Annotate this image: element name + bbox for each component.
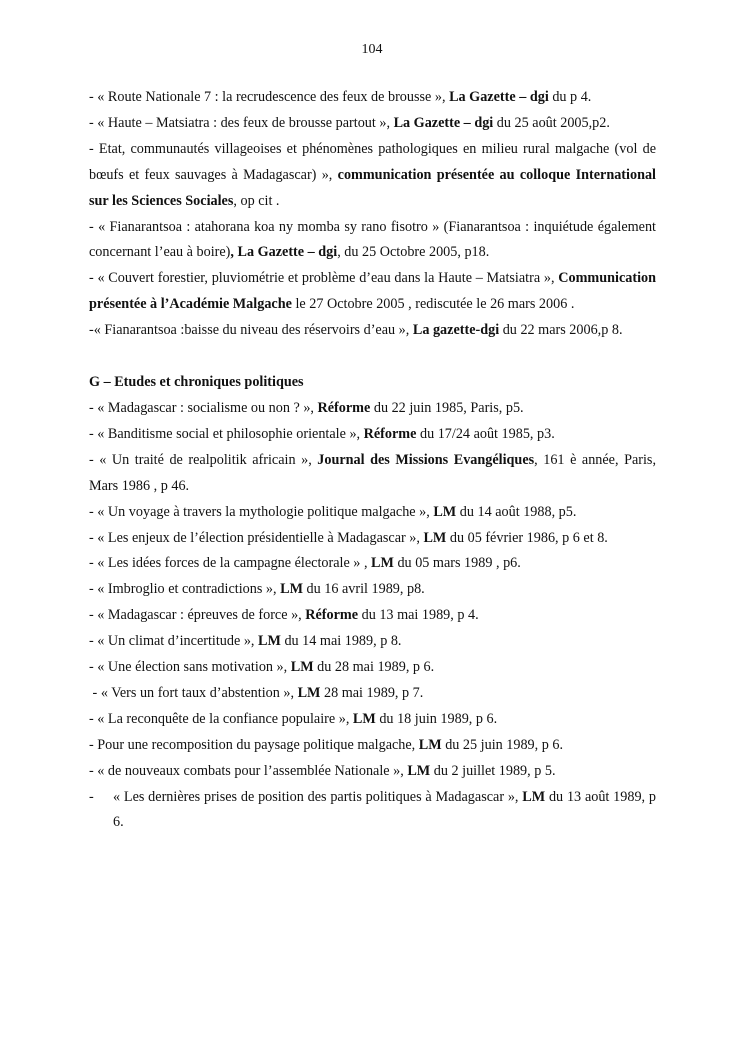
entry-text: - Pour une recomposition du paysage politique malgache, <box>89 736 419 753</box>
entry-text: - « Vers un fort taux d’abstention », <box>89 684 298 701</box>
entry-details: du 05 février 1986, p 6 et 8. <box>446 529 608 546</box>
entry-details: du 13 mai 1989, p 4. <box>358 607 479 624</box>
entry-source: Réforme <box>317 399 371 416</box>
bibliography-entry <box>89 733 656 759</box>
entry-details: du 14 août 1988, p5. <box>456 503 577 520</box>
bibliography-entry <box>89 500 656 526</box>
entry-source: LM <box>352 710 376 727</box>
list-dash: - <box>89 788 94 805</box>
entry-source: communication présentée au colloque International sur les Sciences Sociales <box>89 166 656 209</box>
bibliography-entry <box>89 448 656 500</box>
entry-details: du 13 août 1989, p 6. <box>113 788 656 831</box>
entry-source: LM <box>423 529 447 546</box>
bibliography-entry <box>89 266 656 318</box>
entry-text: - Etat, communautés villageoises et phénomènes pathologiques en milieu rural malgache (vol de bœufs et feux sauvages à Madagascar) », <box>89 140 656 183</box>
entry-text: - « Route Nationale 7 : la recrudescence des feux de brousse », <box>89 89 450 105</box>
bibliography-entry <box>89 318 656 344</box>
entry-details: du 2 juillet 1989, p 5. <box>430 762 556 779</box>
bibliography-entry <box>89 629 656 655</box>
bibliography-entry-hanging <box>89 785 656 837</box>
entry-source: Réforme <box>305 607 359 624</box>
entry-source: LM <box>407 762 431 779</box>
entry-source: LM <box>522 788 546 805</box>
entry-text: - « Un climat d’incertitude », <box>89 633 259 650</box>
entry-source: LM <box>280 581 303 598</box>
bibliography-entry <box>89 603 656 629</box>
section-heading: G – Etudes et chroniques politiques <box>89 374 304 391</box>
entry-source: LM <box>290 659 314 676</box>
entry-source: LM <box>433 503 457 520</box>
entry-text: - « Imbroglio et contradictions », <box>89 581 281 598</box>
entry-details: du 25 août 2005,p2. <box>493 114 610 131</box>
entry-details: du 22 mars 2006,p 8. <box>499 322 623 339</box>
section-spacer <box>89 344 656 370</box>
entry-source: , La Gazette – dgi <box>230 244 338 261</box>
entry-text: - « Les idées forces de la campagne électorale » , <box>89 555 372 572</box>
entry-source: La Gazette – dgi <box>449 89 549 105</box>
bibliography-entry <box>89 759 656 785</box>
bibliography-entry <box>89 655 656 681</box>
entry-text: - « La reconquête de la confiance populaire », <box>89 710 353 727</box>
bibliography-entry <box>89 422 656 448</box>
entry-source: LM <box>258 633 281 650</box>
bibliography-entry <box>89 577 656 603</box>
entry-details: du 05 mars 1989 , p6. <box>393 555 521 572</box>
bibliography-entry <box>89 137 656 215</box>
bibliography-entry <box>89 707 656 733</box>
entry-text: - « de nouveaux combats pour l’assemblée Nationale », <box>89 762 408 779</box>
bibliography-entry <box>89 85 656 111</box>
bibliography-entry <box>89 681 656 707</box>
entry-text: - « Madagascar : socialisme ou non ? », <box>89 399 318 416</box>
entry-details: le 27 Octobre 2005 , rediscutée le 26 mars 2006 . <box>291 296 575 313</box>
entry-text: - « Fianarantsoa : atahorana koa ny momba sy rano fisotro » (Fianarantsoa : inquiétude également concernant l’eau à boire) <box>89 218 656 261</box>
entry-text: - « Un voyage à travers la mythologie politique malgache », <box>89 503 434 520</box>
entry-text: - « Un traité de realpolitik africain », <box>89 451 318 468</box>
page-number: 104 <box>361 42 383 57</box>
entry-source: LM <box>418 736 442 753</box>
bibliography-entry <box>89 111 656 137</box>
entry-details: du 16 avril 1989, p8. <box>302 581 425 598</box>
entry-text: - « Haute – Matsiatra : des feux de brousse partout », <box>89 114 394 131</box>
bibliography-entry <box>89 215 656 267</box>
entry-details: , op cit . <box>233 192 280 209</box>
hanging-entry-body <box>113 785 656 837</box>
entry-details: du 22 juin 1985, Paris, p5. <box>370 399 524 416</box>
entry-source: La gazette-dgi <box>412 322 500 339</box>
entry-text: - « Banditisme social et philosophie orientale », <box>89 425 364 442</box>
entry-details: du 18 juin 1989, p 6. <box>375 710 498 727</box>
entry-source: Journal des Missions Evangéliques <box>317 451 535 468</box>
entry-text: - « Les enjeux de l’élection présidentielle à Madagascar », <box>89 529 424 546</box>
entry-text: « Les dernières prises de position des partis politiques à Madagascar », <box>113 788 523 805</box>
entry-source: LM <box>297 684 321 701</box>
entry-text: - « Madagascar : épreuves de force », <box>89 607 306 624</box>
bibliography-entry <box>89 526 656 552</box>
entry-details: 28 mai 1989, p 7. <box>320 684 424 701</box>
bibliography-content <box>89 85 656 836</box>
entry-source: Réforme <box>363 425 417 442</box>
bibliography-entry <box>89 551 656 577</box>
entry-text: - « Une élection sans motivation », <box>89 659 291 676</box>
entry-source: LM <box>371 555 394 572</box>
entry-text: - « Couvert forestier, pluviométrie et problème d’eau dans la Haute – Matsiatra », <box>89 270 559 287</box>
entry-details: du p 4. <box>548 89 592 105</box>
entry-details: du 14 mai 1989, p 8. <box>280 633 402 650</box>
bibliography-entry <box>89 396 656 422</box>
entry-details: du 28 mai 1989, p 6. <box>313 659 435 676</box>
entry-details: , du 25 Octobre 2005, p18. <box>337 244 490 261</box>
entry-text: -« Fianarantsoa :baisse du niveau des réservoirs d’eau », <box>89 322 413 339</box>
entry-details: du 25 juin 1989, p 6. <box>441 736 564 753</box>
entry-source: La Gazette – dgi <box>393 114 494 131</box>
entry-details: , 161 è année, Paris, Mars 1986 , p 46. <box>89 451 656 494</box>
entry-source: Communication présentée à l’Académie Malgache <box>89 270 656 313</box>
entry-details: du 17/24 août 1985, p3. <box>416 425 555 442</box>
